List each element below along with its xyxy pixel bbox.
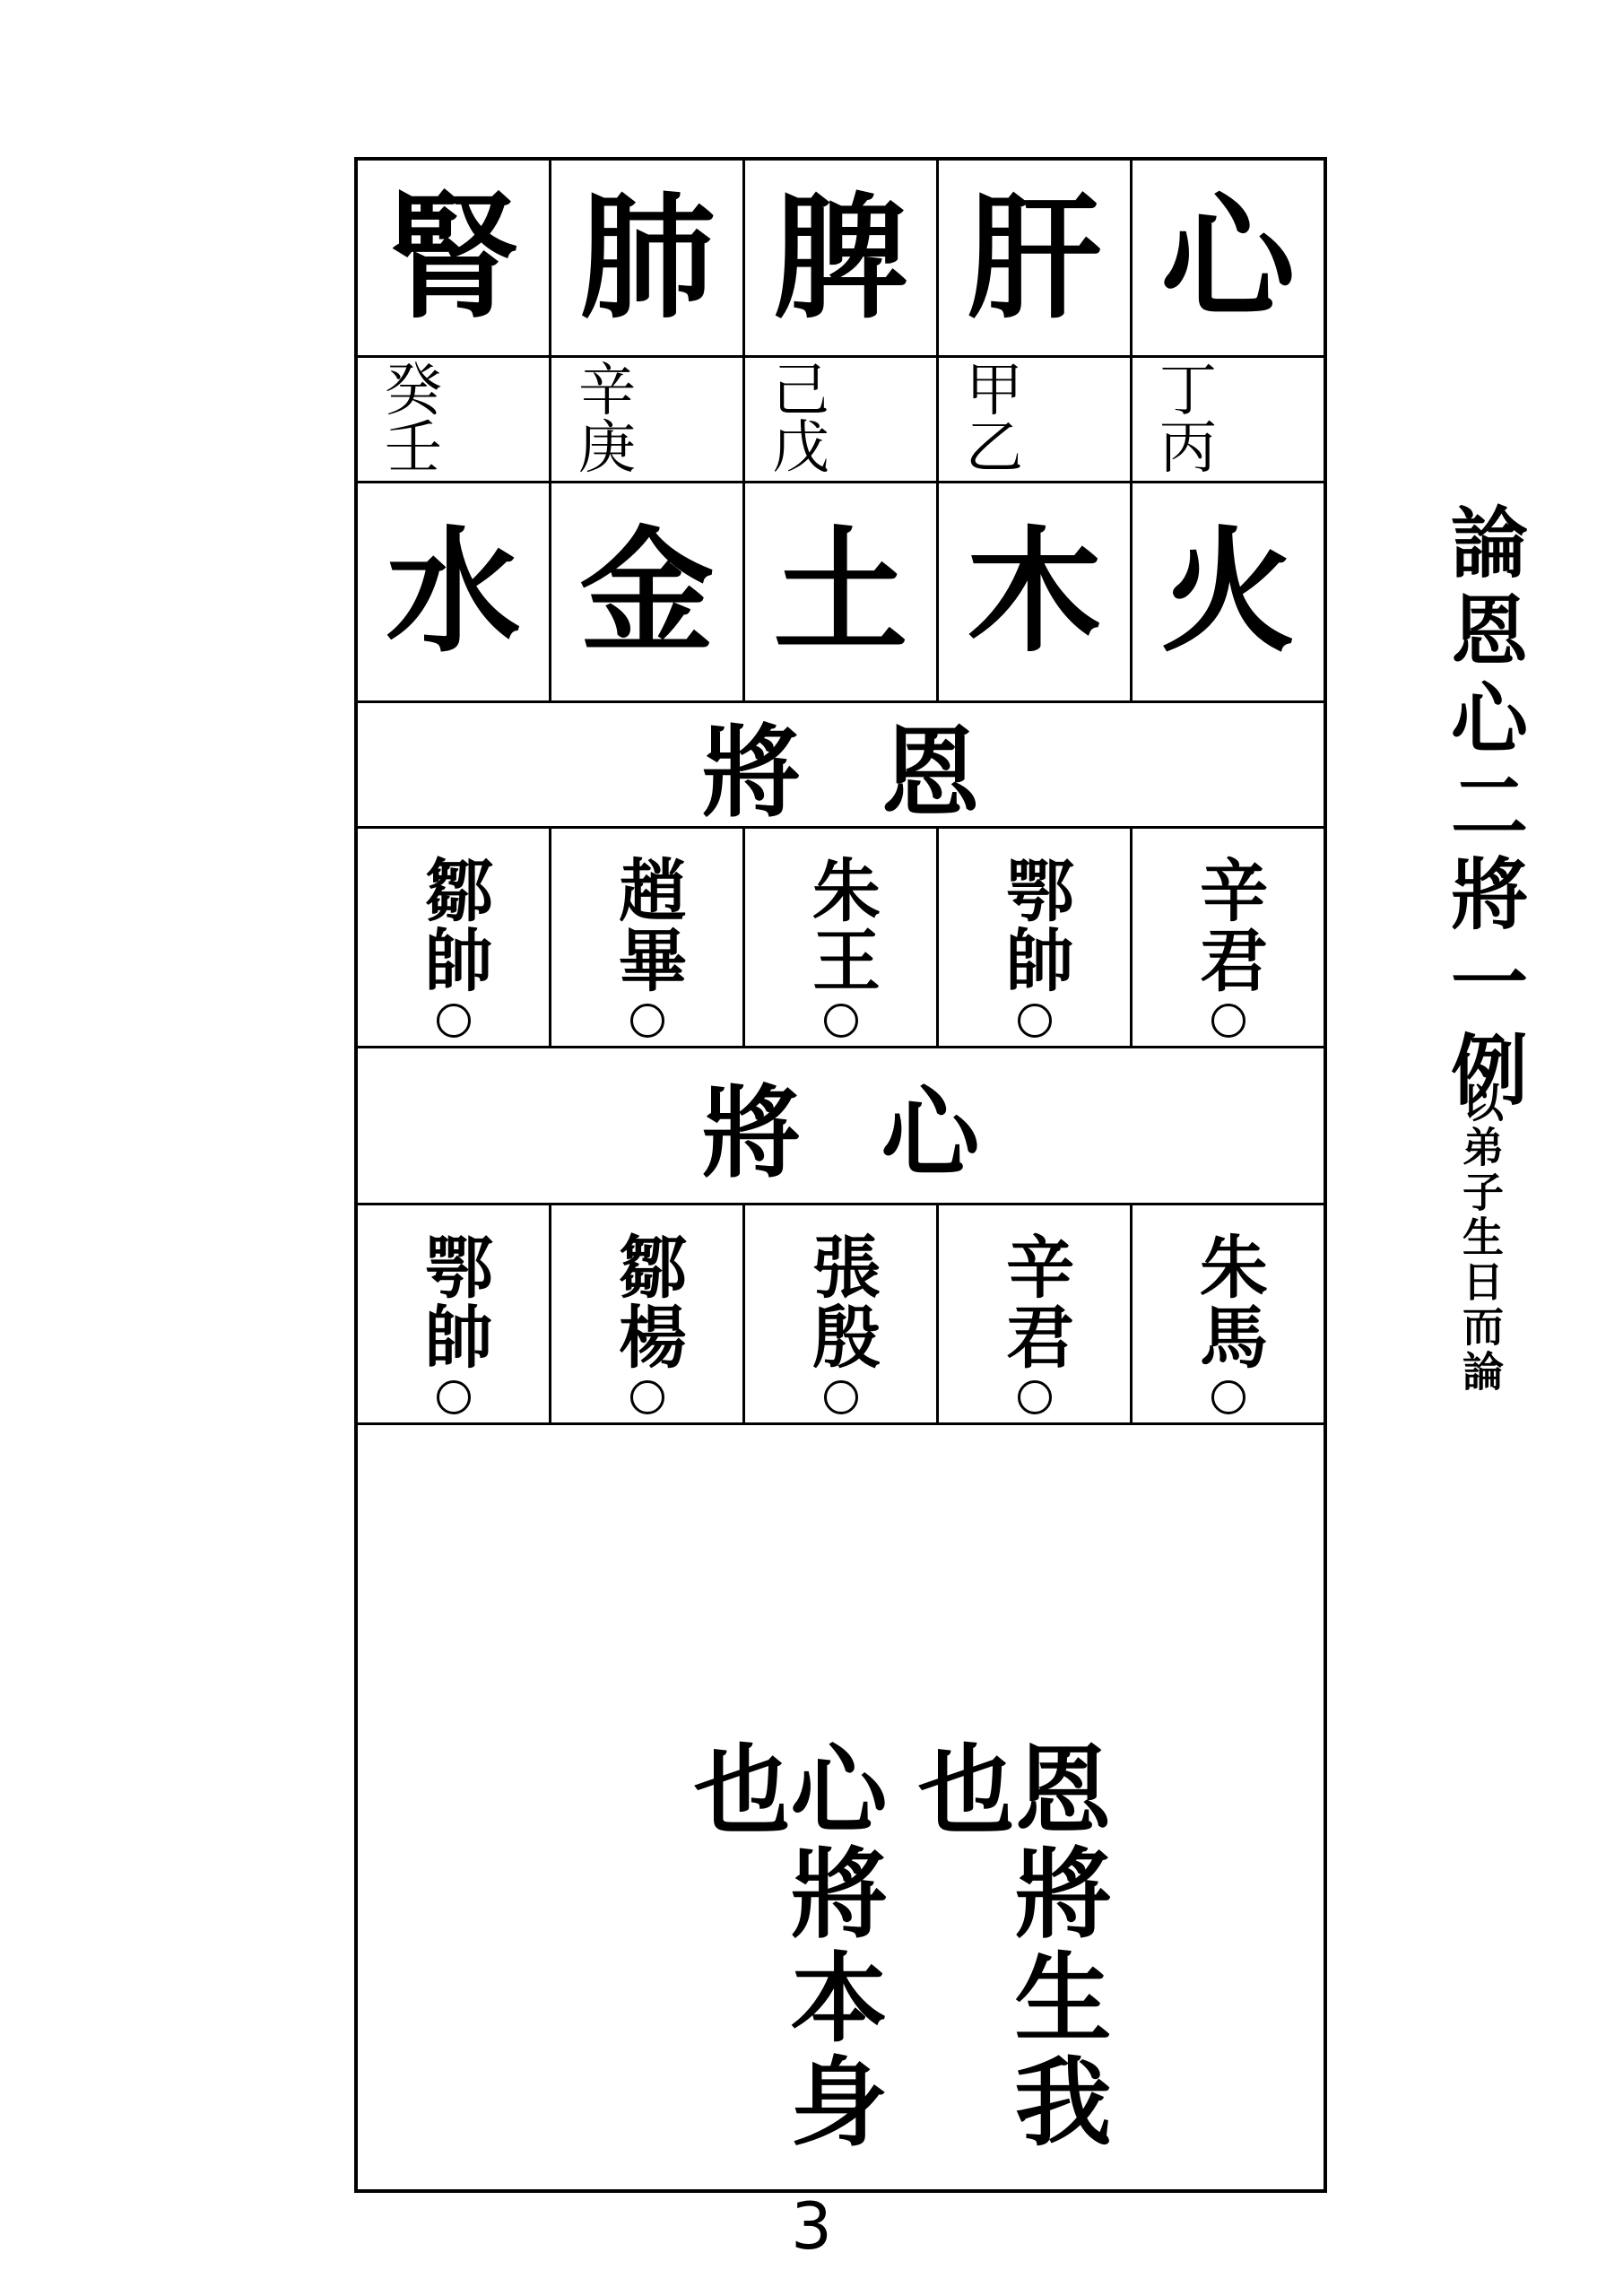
en-general-cell xyxy=(1133,829,1324,1046)
en-general-cell xyxy=(358,829,551,1046)
element-cell xyxy=(1133,483,1324,700)
stem-cell xyxy=(939,358,1133,481)
circle-mark xyxy=(824,1004,858,1038)
page-number: 3 xyxy=(791,2188,832,2264)
en-general-cell xyxy=(939,829,1133,1046)
stem-cell xyxy=(745,358,939,481)
organ-label: 肝 xyxy=(967,178,1102,337)
organ-label: 肺 xyxy=(579,178,715,337)
element-cell xyxy=(551,483,745,700)
element-label: 木 xyxy=(967,513,1102,671)
en-general-explanation: 恩將生我也 xyxy=(901,1739,1111,2155)
page-subtitle: 以弟子生日而論 xyxy=(1456,1081,1505,1395)
organ-row xyxy=(358,161,1324,358)
stem-label: 己戊 xyxy=(772,357,856,482)
element-label: 土 xyxy=(773,513,908,671)
xin-general-cell xyxy=(745,1205,939,1422)
stem-row xyxy=(358,358,1324,483)
organ-label: 腎 xyxy=(386,178,521,337)
circle-mark xyxy=(1018,1380,1052,1414)
xin-general-cell xyxy=(358,1205,551,1422)
stem-label: 癸壬 xyxy=(385,357,469,482)
general-name: 趙畢 xyxy=(607,855,688,995)
general-name: 朱王 xyxy=(801,855,881,995)
general-name: 鄒楊 xyxy=(607,1231,688,1371)
organ-cell xyxy=(1133,161,1324,355)
en-general-banner: 將恩 xyxy=(358,703,1324,829)
element-cell xyxy=(745,483,939,700)
element-label: 金 xyxy=(579,513,715,671)
xin-general-explanation: 心將本身也 xyxy=(677,1739,887,2155)
organ-cell xyxy=(551,161,745,355)
general-table xyxy=(354,157,1327,2193)
general-name: 鄒帥 xyxy=(413,855,494,995)
stem-cell xyxy=(358,358,551,481)
xin-general-cell xyxy=(551,1205,745,1422)
general-name: 鄂帥 xyxy=(413,1231,494,1371)
circle-mark xyxy=(1018,1004,1052,1038)
page-title: 論恩心二將一例 xyxy=(1437,502,1528,1118)
element-cell xyxy=(358,483,551,700)
element-label: 水 xyxy=(386,513,521,671)
element-label: 火 xyxy=(1160,513,1296,671)
general-name: 張殷 xyxy=(801,1231,881,1371)
xin-general-row xyxy=(358,1205,1324,1425)
explanation-area xyxy=(358,1443,1324,2193)
circle-mark xyxy=(1211,1380,1245,1414)
circle-mark xyxy=(437,1004,471,1038)
en-general-cell xyxy=(551,829,745,1046)
stem-cell xyxy=(1133,358,1324,481)
en-general-cell xyxy=(745,829,939,1046)
organ-cell xyxy=(358,161,551,355)
organ-cell xyxy=(745,161,939,355)
general-name: 辛君 xyxy=(1188,855,1269,995)
stem-label: 辛庚 xyxy=(578,357,663,482)
organ-label: 脾 xyxy=(773,178,908,337)
xin-general-cell xyxy=(939,1205,1133,1422)
stem-cell xyxy=(551,358,745,481)
organ-label: 心 xyxy=(1160,178,1296,337)
element-cell xyxy=(939,483,1133,700)
xin-general-cell xyxy=(1133,1205,1324,1422)
xin-general-banner: 將心 xyxy=(358,1048,1324,1205)
circle-mark xyxy=(1211,1004,1245,1038)
element-row xyxy=(358,483,1324,703)
circle-mark xyxy=(824,1380,858,1414)
circle-mark xyxy=(630,1380,664,1414)
en-general-row xyxy=(358,829,1324,1048)
circle-mark xyxy=(437,1380,471,1414)
circle-mark xyxy=(630,1004,664,1038)
organ-cell xyxy=(939,161,1133,355)
general-name: 辛君 xyxy=(994,1231,1075,1371)
general-name: 鄂帥 xyxy=(994,855,1075,995)
stem-label: 丁丙 xyxy=(1159,357,1244,482)
general-name: 朱馬 xyxy=(1188,1231,1269,1371)
stem-label: 甲乙 xyxy=(966,357,1050,482)
